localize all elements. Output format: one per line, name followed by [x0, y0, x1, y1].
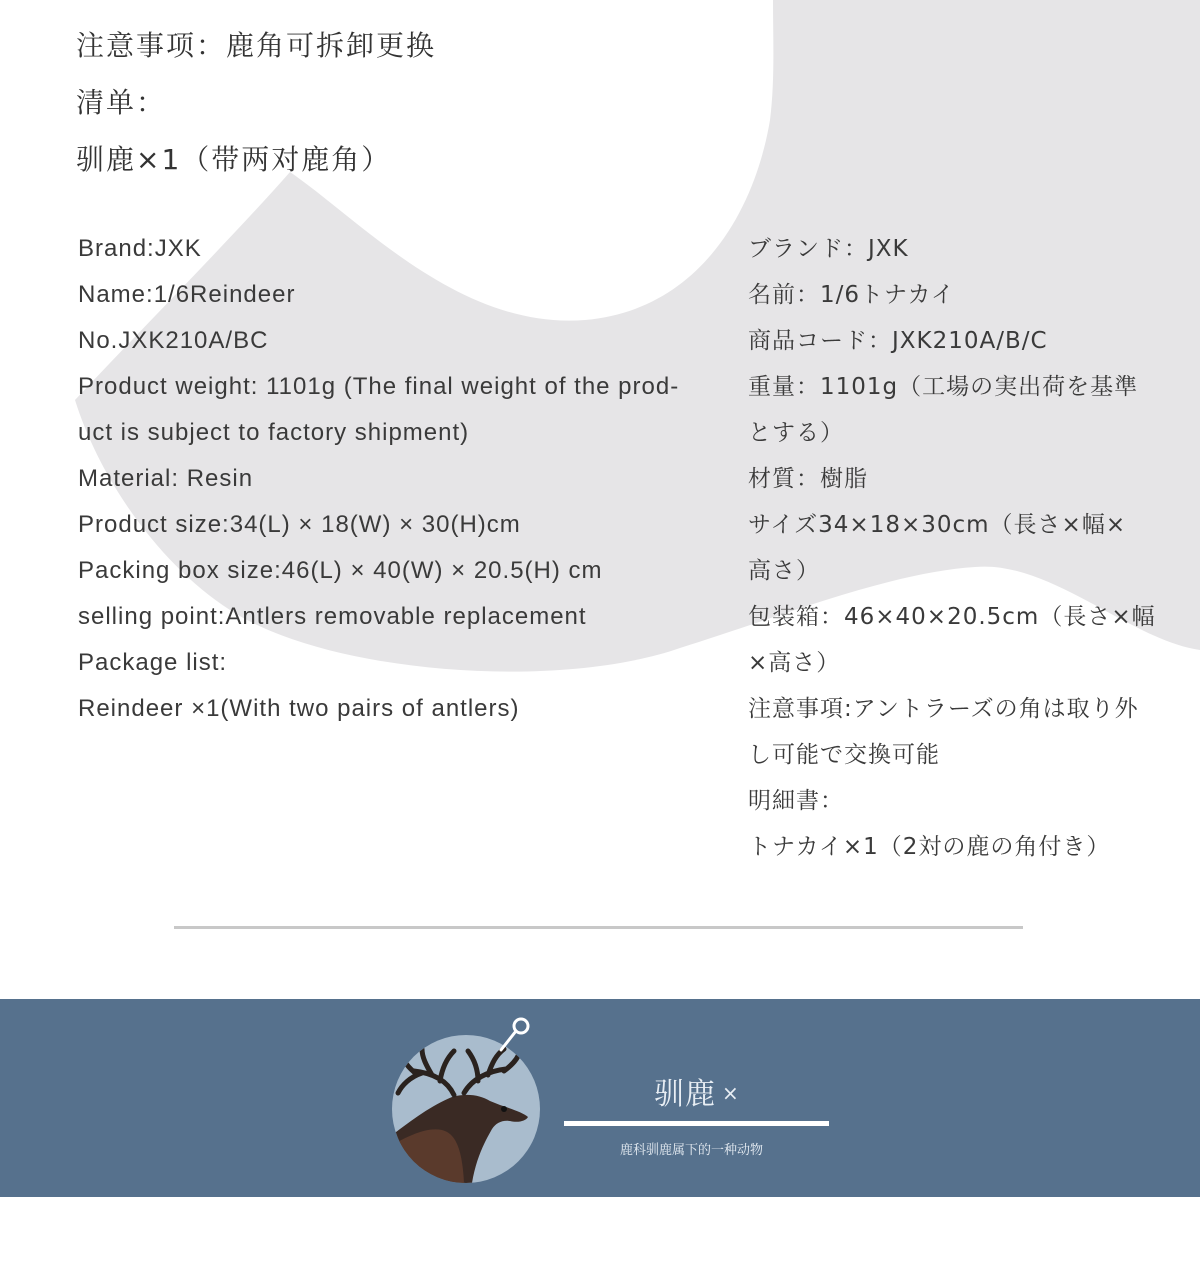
japanese-specs — [748, 226, 1178, 870]
en-material: Material: Resin — [78, 465, 254, 492]
en-brand: Brand:JXK — [78, 235, 202, 262]
jp-weight: 重量：1101g（工場の実出荷を基準 — [748, 374, 1139, 400]
cn-list-item: 驯鹿×1（带两对鹿角） — [76, 143, 392, 176]
jp-weight-cont: とする） — [748, 420, 844, 446]
cn-note-line: 注意事项：鹿角可拆卸更换 — [76, 29, 437, 62]
cn-list-label: 清单： — [76, 86, 167, 119]
en-weight-cont: uct is subject to factory shipment) — [78, 419, 470, 446]
en-package-label: Package list: — [78, 649, 228, 676]
jp-name: 名前：1/6トナカイ — [748, 282, 955, 308]
banner-title — [654, 1069, 740, 1113]
banner-title-text: 驯鹿 — [654, 1077, 716, 1112]
reindeer-banner — [0, 999, 1200, 1197]
en-package-item: Reindeer ×1(With two pairs of antlers) — [78, 695, 520, 722]
jp-size-cont: 高さ） — [748, 558, 820, 584]
avatar — [392, 1035, 540, 1183]
banner-underline — [564, 1121, 829, 1126]
en-selling-point: selling point:Antlers removable replacement — [78, 603, 587, 630]
english-specs — [78, 226, 718, 732]
section-divider — [174, 926, 1023, 929]
en-product-size: Product size:34(L) × 18(W) × 30(H)cm — [78, 511, 521, 538]
close-icon: × — [722, 1081, 740, 1105]
en-weight: Product weight: 1101g (The final weight of the prod- — [78, 373, 680, 400]
jp-code: 商品コード：JXK210A/B/C — [748, 328, 1048, 354]
jp-list-label: 明細書： — [748, 788, 844, 814]
magnifier-pin-icon — [495, 1012, 535, 1052]
jp-size: サイズ34×18×30cm（長さ×幅× — [748, 512, 1127, 538]
jp-list-item: トナカイ×1（2対の鹿の角付き） — [748, 834, 1111, 860]
en-name: Name:1/6Reindeer — [78, 281, 296, 308]
jp-box-cont: ×高さ） — [748, 650, 841, 676]
deer-head-icon — [392, 1035, 540, 1183]
jp-note: 注意事項:アントラーズの角は取り外 — [748, 696, 1139, 722]
jp-box: 包装箱：46×40×20.5cm（長さ×幅 — [748, 604, 1156, 630]
en-box-size: Packing box size:46(L) × 40(W) × 20.5(H) cm — [78, 557, 603, 584]
en-number: No.JXK210A/BC — [78, 327, 269, 354]
jp-material: 材質：樹脂 — [748, 466, 868, 492]
banner-subtitle: 鹿科驯鹿属下的一种动物 — [620, 1143, 764, 1158]
jp-brand: ブランド：JXK — [748, 236, 909, 262]
jp-note-cont: し可能で交換可能 — [748, 742, 940, 768]
